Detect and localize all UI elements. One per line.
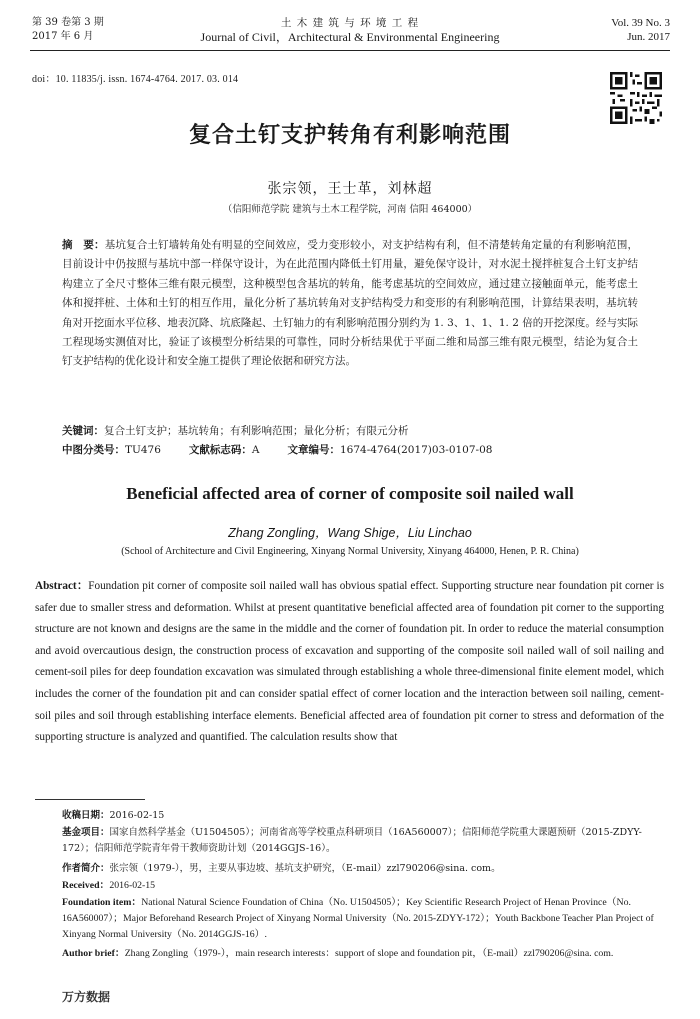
doc-code-value: A <box>251 444 260 456</box>
journal-volume-info-en <box>611 16 670 44</box>
issue-date-en: Jun. 2017 <box>627 31 670 43</box>
received-en-value: 2016-02-15 <box>109 880 156 891</box>
footnote-received-cn <box>62 808 662 824</box>
footnote-fund-en <box>62 895 662 942</box>
article-number-label: 文章编号： <box>287 444 340 456</box>
affiliation-en: (School of Architecture and Civil Engineering, Xinyang Normal University, Xinyang 464000, Henen, P. R. China) <box>121 546 579 557</box>
abstract-en <box>35 576 664 749</box>
journal-volume-info <box>32 16 104 44</box>
author-en-label: Author brief： <box>62 948 125 959</box>
received-cn-value: 2016-02-15 <box>109 810 165 821</box>
authors-en: Zhang Zongling，Wang Shige，Liu Linchao <box>228 526 472 540</box>
author-cn-value: 张宗领（1979-），男，主要从事边坡、基坑支护研究，（E-mail）zzl790206@sina. com。 <box>109 863 501 874</box>
wanfang-watermark: 万方数据 <box>62 990 111 1004</box>
footnote-fund-cn <box>62 825 662 857</box>
qr-code-icon <box>610 72 662 124</box>
abstract-en-text: Foundation pit corner of composite soil nailed wall has obvious spatial effect. Supporting structure near foundation pit corner is safer due to smaller stress and deformation. Whilst at present quantitative beneficial affected area of foundation pit corner to the supporting structure are not known and designs are the same in the middle and the corner of foundation pit. In order to reduce the material consumption and avoid overcautious design, the construction process of excavation and supporting of the composite soil nailed wall of soil nailing and cement-soil piles for deep foundation excavation was simulated through establishing a whole three-dimensional finite element model, which includes the corner of the foundation pit and can consider spatial effect of corner location and the interaction between soil nailing, cement-soil piles and soil through establishing interface elements. Beneficial affected area of foundation pit corner to stress and deformation of the supporting structure is analyzed and quantified. The calculation results show that <box>35 580 664 744</box>
footnote-author-cn <box>62 861 662 877</box>
footnote-rule <box>35 799 145 800</box>
clc-value: TU476 <box>125 444 161 456</box>
journal-title-block <box>170 16 530 44</box>
abstract-cn <box>62 236 638 372</box>
keywords-cn-label: 关键词： <box>62 425 104 437</box>
classification-cn <box>62 441 638 460</box>
abstract-cn-label: 摘 要： <box>62 239 105 251</box>
author-en-value: Zhang Zongling（1979-），main research interests：support of slope and foundation pit，（E-mail）zzl790206@sina. com. <box>124 948 614 959</box>
authors-cn: 张宗领，王士革，刘林超 <box>267 181 433 197</box>
abstract-en-label: Abstract： <box>35 580 89 592</box>
clc-label: 中图分类号： <box>62 444 125 456</box>
keywords-cn-text: 复合土钉支护；基坑转角；有利影响范围；量化分析；有限元分析 <box>104 425 409 437</box>
article-number-value: 1674-4764(2017)03-0107-08 <box>340 444 493 456</box>
doi: doi：10. 11835/j. issn. 1674-4764. 2017. 03. 014 <box>32 74 239 85</box>
abstract-cn-text: 基坑复合土钉墙转角处有明显的空间效应，受力变形较小，对支护结构有利，但不清楚转角定量的有利影响范围，目前设计中仍按照与基坑中部一样保守设计，为在此范围内降低土钉用量，避免保守设计，对水泥土搅拌桩复合土钉支护结构建立了全尺寸整体三维有限元模型，这种模型包含基坑的转角，能考虑基坑的空间效应，通过建立接触面单元，能考虑土体和搅拌桩、土体和土钉的相互作用，量化分析了基坑转角对支护结构受力和变形的有利影响范围，计算结果表明，基坑转角对开挖面水平位移、地表沉降、坑底隆起、土钉轴力的有利影响范围分别约为 1. 3、1、1、1. 2 倍的开挖深度。经与实际工程现场实测值对比，验证了该模型分析结果的可靠性，同时分析结果优于平面二维和局部三维有限元模型，结论为复合土钉支护结构的优化设计和安全施工提供了理论依据和研究方法。 <box>62 239 639 368</box>
doc-code-label: 文献标志码： <box>188 444 252 456</box>
header-rule <box>30 50 670 51</box>
footnote-author-en <box>62 946 662 962</box>
received-cn-label: 收稿日期： <box>62 810 110 821</box>
article-title-en: Beneficial affected area of corner of composite soil nailed wall <box>126 484 574 503</box>
article-title-cn: 复合土钉支护转角有利影响范围 <box>188 122 511 148</box>
author-cn-label: 作者简介： <box>62 863 110 874</box>
volume-issue: 第 39 卷第 3 期 <box>32 17 104 28</box>
fund-cn-label: 基金项目： <box>62 827 110 838</box>
fund-en-label: Foundation item： <box>62 897 142 908</box>
journal-title-en: Journal of Civil，Architectural & Environmental Engineering <box>200 30 500 44</box>
fund-cn-value: 国家自然科学基金（U1504505）；河南省高等学校重点科研项目（16A560007）；信阳师范学院重大课题预研（2015-ZDYY-172）；信阳师范学院青年骨干教师资助计划（2014GGJS-16）。 <box>62 827 642 854</box>
keywords-cn <box>62 422 638 441</box>
volume-issue-en: Vol. 39 No. 3 <box>611 17 670 29</box>
affiliation-cn: （信阳师范学院 建筑与土木工程学院，河南 信阳 464000） <box>222 204 478 215</box>
fund-en-value: National Natural Science Foundation of China（No. U1504505）；Key Scientific Research Project of Henan Province（No. 16A560007）；Major Beforehand Research Project of Xinyang Normal University（No. 2015-ZDYY-172）；Youth Backbone Teacher Plan Project of Xinyang Normal University（No. 2014GGJS-16）. <box>62 897 654 940</box>
received-en-label: Received： <box>62 880 110 891</box>
footnote-received-en <box>62 878 662 894</box>
journal-title-cn: 土 木 建 筑 与 环 境 工 程 <box>280 17 420 29</box>
issue-date-cn: 2017 年 6 月 <box>32 31 94 42</box>
